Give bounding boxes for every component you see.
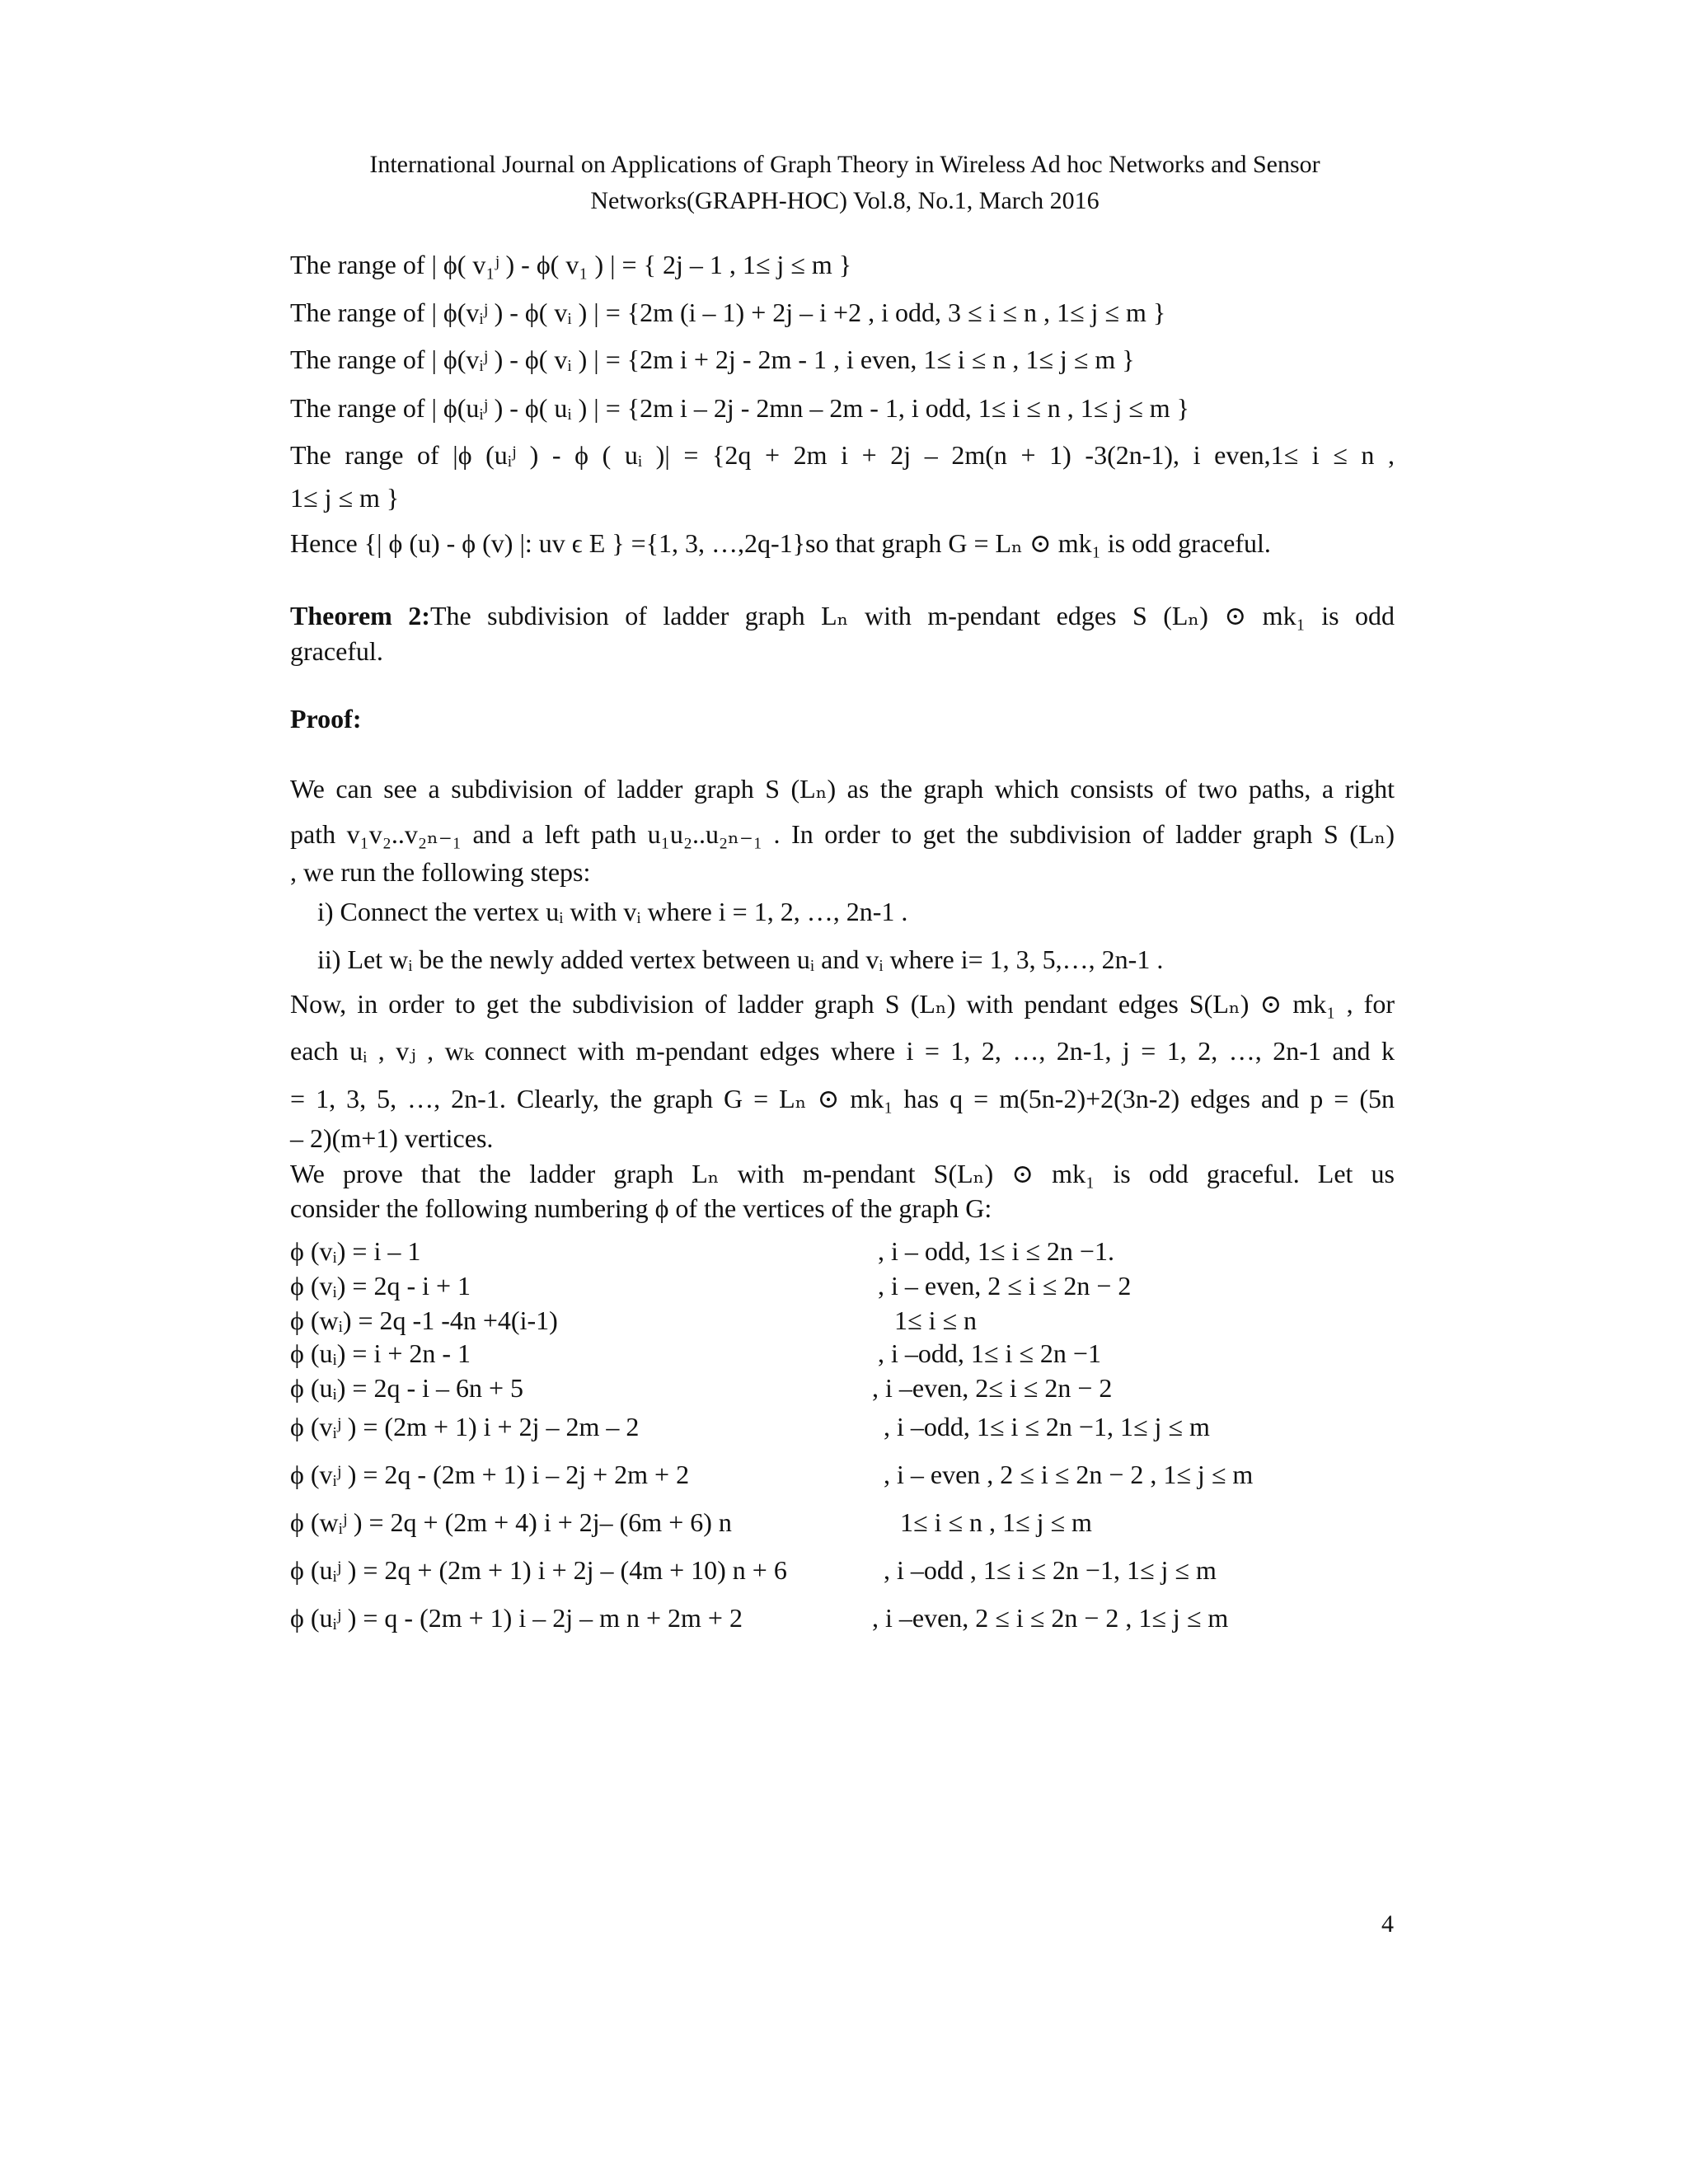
body-line-1: We can see a subdivision of ladder graph S (Lₙ) as the graph which consists of two paths, a right <box>290 774 1395 804</box>
numbering-formula-1: ϕ (vᵢ) = i – 1 <box>290 1236 421 1266</box>
journal-header-line-1: International Journal on Applications of Graph Theory in Wireless Ad hoc Networks and Sensor <box>369 151 1320 178</box>
page-number: 4 <box>1381 1910 1394 1938</box>
range-line-3: The range of | ϕ(vᵢʲ ) - ϕ( vᵢ ) | = {2m i + 2j - 2m - 1 , i even, 1≤ i ≤ n , 1≤ j ≤ m } <box>290 344 1135 374</box>
body2-line-5: We prove that the ladder graph Lₙ with m-pendant S(Lₙ) ⊙ mk₁ is odd graceful. Let us <box>290 1159 1395 1188</box>
numbering-condition-2: , i – even, 2 ≤ i ≤ 2n − 2 <box>878 1271 1132 1301</box>
numbering-formula-4: ϕ (uᵢ) = i + 2n - 1 <box>290 1338 471 1368</box>
numbering-condition-6: , i –odd, 1≤ i ≤ 2n −1, 1≤ j ≤ m <box>884 1412 1210 1441</box>
body2-line-1: Now, in order to get the subdivision of ladder graph S (Lₙ) with pendant edges S(Lₙ) ⊙ mk₁ , for <box>290 989 1395 1019</box>
numbering-condition-4: , i –odd, 1≤ i ≤ 2n −1 <box>878 1338 1101 1368</box>
numbering-formula-2: ϕ (vᵢ) = 2q - i + 1 <box>290 1271 471 1301</box>
numbering-formula-7: ϕ (vᵢʲ ) = 2q - (2m + 1) i – 2j + 2m + 2 <box>290 1460 690 1489</box>
numbering-formula-10: ϕ (uᵢʲ ) = q - (2m + 1) i – 2j – m n + 2m + 2 <box>290 1603 743 1633</box>
numbering-formula-6: ϕ (vᵢʲ ) = (2m + 1) i + 2j – 2m – 2 <box>290 1412 640 1441</box>
proof-heading: Proof: <box>290 704 362 733</box>
step-2: ii) Let wᵢ be the newly added vertex between uᵢ and vᵢ where i= 1, 3, 5,…, 2n-1 . <box>317 944 1164 974</box>
body2-line-3: = 1, 3, 5, …, 2n-1. Clearly, the graph G = Lₙ ⊙ mk₁ has q = m(5n-2)+2(3n-2) edges and p = (5n <box>290 1084 1395 1113</box>
theorem-2-line-2: graceful. <box>290 636 383 666</box>
theorem-2-text: The subdivision of ladder graph Lₙ with m-pendant edges S (Lₙ) ⊙ mk₁ is odd <box>429 601 1395 630</box>
theorem-2-label: Theorem 2: <box>290 601 430 630</box>
numbering-condition-1: , i – odd, 1≤ i ≤ 2n −1. <box>878 1236 1114 1266</box>
numbering-formula-5: ϕ (uᵢ) = 2q - i – 6n + 5 <box>290 1373 524 1403</box>
numbering-condition-5: , i –even, 2≤ i ≤ 2n − 2 <box>872 1373 1113 1403</box>
range-line-1: The range of | ϕ( v₁ʲ ) - ϕ( v₁ ) | = { 2j – 1 , 1≤ j ≤ m } <box>290 250 852 279</box>
numbering-condition-10: , i –even, 2 ≤ i ≤ 2n − 2 , 1≤ j ≤ m <box>872 1603 1229 1633</box>
range-line-5: The range of |ϕ (uᵢʲ ) - ϕ ( uᵢ )| = {2q + 2m i + 2j – 2m(n + 1) -3(2n-1), i even,1≤ i ≤ n , <box>290 440 1395 470</box>
body-line-2: path v₁v₂..v₂ₙ₋₁ and a left path u₁u₂..u₂ₙ₋₁ . In order to get the subdivision of ladder graph S (Lₙ) <box>290 819 1395 849</box>
range-line-2: The range of | ϕ(vᵢʲ ) - ϕ( vᵢ ) | = {2m (i – 1) + 2j – i +2 , i odd, 3 ≤ i ≤ n , 1≤ j ≤ m } <box>290 298 1166 327</box>
hence-statement: Hence {| ϕ (u) - ϕ (v) |: uv ϵ E } ={1, 3, …,2q-1}so that graph G = Lₙ ⊙ mk₁ is odd graceful. <box>290 528 1271 558</box>
body2-line-6: consider the following numbering ϕ of the vertices of the graph G: <box>290 1193 992 1223</box>
numbering-formula-9: ϕ (uᵢʲ ) = 2q + (2m + 1) i + 2j – (4m + 10) n + 6 <box>290 1555 787 1585</box>
theorem-2-line-1 <box>290 600 1395 631</box>
body-line-3: , we run the following steps: <box>290 857 591 887</box>
numbering-condition-8: 1≤ i ≤ n , 1≤ j ≤ m <box>900 1507 1092 1537</box>
numbering-condition-3: 1≤ i ≤ n <box>894 1305 978 1335</box>
numbering-condition-9: , i –odd , 1≤ i ≤ 2n −1, 1≤ j ≤ m <box>884 1555 1217 1585</box>
range-line-6: 1≤ j ≤ m } <box>290 483 400 513</box>
numbering-formula-8: ϕ (wᵢʲ ) = 2q + (2m + 4) i + 2j– (6m + 6) n <box>290 1507 732 1537</box>
body2-line-2: each uᵢ , vⱼ , wₖ connect with m-pendant edges where i = 1, 2, …, 2n-1, j = 1, 2, …, 2n-1 and k <box>290 1036 1395 1066</box>
body2-line-4: – 2)(m+1) vertices. <box>290 1123 494 1153</box>
step-1: i) Connect the vertex uᵢ with vᵢ where i = 1, 2, …, 2n-1 . <box>317 897 908 926</box>
numbering-formula-3: ϕ (wᵢ) = 2q -1 -4n +4(i-1) <box>290 1305 558 1335</box>
journal-header-line-2: Networks(GRAPH-HOC) Vol.8, No.1, March 2016 <box>590 187 1100 214</box>
range-line-4: The range of | ϕ(uᵢʲ ) - ϕ( uᵢ ) | = {2m i – 2j - 2mn – 2m - 1, i odd, 1≤ i ≤ n , 1≤ j ≤ m } <box>290 393 1190 423</box>
numbering-condition-7: , i – even , 2 ≤ i ≤ 2n − 2 , 1≤ j ≤ m <box>884 1460 1254 1489</box>
